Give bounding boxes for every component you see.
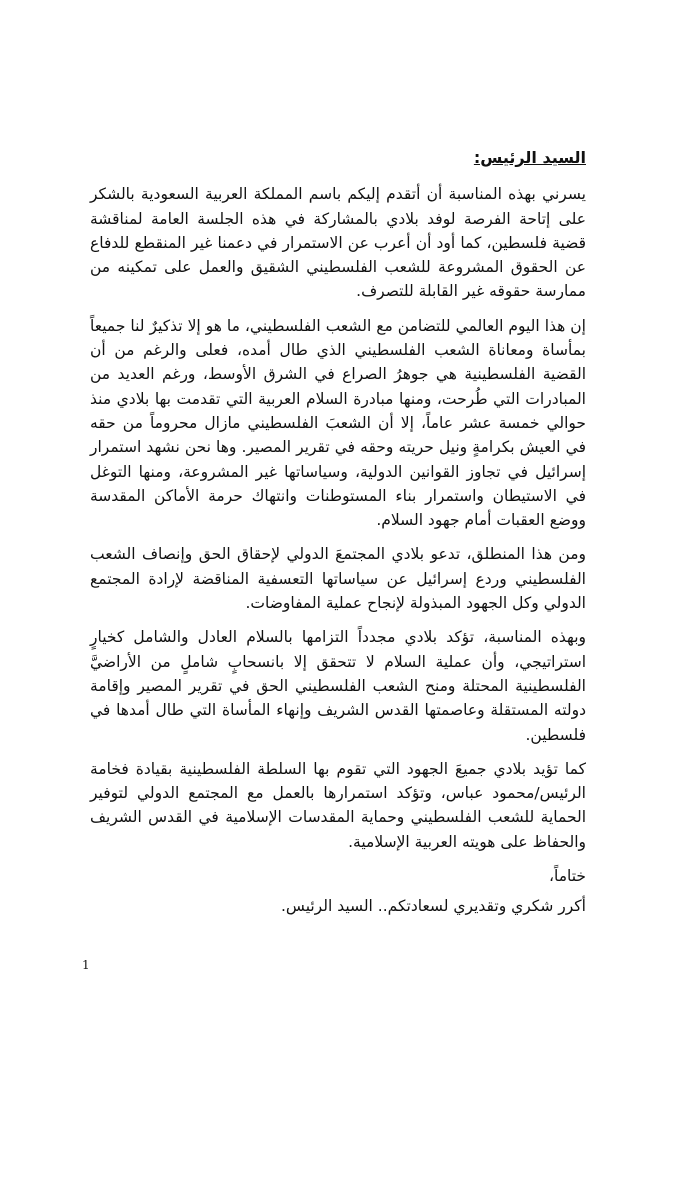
closing-thanks: أكرر شكري وتقديري لسعادتكم.. السيد الرئيس. [281, 897, 586, 916]
paragraph-peace-commitment: وبهذه المناسبة، تؤكد بلادي مجدداً التزامها بالسلام العادل والشامل كخيارٍ استراتيجي، وأن عملية السلام لا تتحقق إلا بانسحابٍ شاملٍ من الأراضيَّ الفلسطينية المحتلة ومنح الشعب الفلسطيني الحق في تقرير المصير وإقامة دولته المستقلة وعاصمتها القدس الشريف وإنهاء المأساة التي طال أمدها في فلسطين. [90, 628, 586, 744]
paragraph-solidarity-day: إن هذا اليوم العالمي للتضامن مع الشعب الفلسطيني، ما هو إلا تذكيرٌ لنا جميعاً بمأساة ومعاناة الشعب الفلسطيني الذي طال أمده، فعلى والرغم من أن القضية الفلسطينية هي جوهرُ الصراع في الشرق الأوسط، ورغم العديد من المبادرات التي طُرحت، ومنها مبادرة السلام العربية التي تقدمت بها بلادي منذ حوالي خمسة عشر عاماً، إلا أن الشعبَ الفلسطيني مازال محروماً من حقه في العيش بكرامةٍ ونيل حريته وحقه في تقرير المصير. وها نحن نشهد استمرار إسرائيل في تجاوز القوانين الدولية، وسياساتها غير المشروعة، ومنها التوغل في الاستيطان واستمرار بناء المستوطنات وانتهاك حرمة الأماكن المقدسة ووضع العقبات أمام جهود السلام. [90, 316, 586, 530]
page-number: 1 [82, 958, 90, 972]
paragraph-call-to-community: ومن هذا المنطلق، تدعو بلادي المجتمعَ الدولي لإحقاق الحق وإنصاف الشعب الفلسطيني وردع إسرائيل عن سياساتها التعسفية المناقضة لإرادة المجتمع الدولي وكل الجهود المبذولة لإنجاح عملية المفاوضات. [90, 545, 586, 613]
paragraph-support-authority: كما تؤيد بلادي جميعَ الجهود التي تقوم بها السلطة الفلسطينية بقيادة فخامة الرئيس/محمود عباس، وتؤكد استمرارها بالعمل مع المجتمع الدولي لتوفير الحماية للشعب الفلسطيني وحماية المقدسات الإسلامية في القدس الشريف والحفاظ على هويته العربية الإسلامية. [90, 759, 586, 851]
salutation-heading: السيد الرئيس: [473, 148, 586, 167]
closing-line: ختاماً، [548, 867, 586, 886]
speech-body [90, 146, 586, 925]
paragraph-thanks: يسرني بهذه المناسبة أن أتقدم إليكم باسم المملكة العربية السعودية بالشكر على إتاحة الفرصة لوفد بلادي بالمشاركة في هذه الجلسة العامة لمناقشة قضية فلسطين، كما أود أن أعرب عن الاستمرار في دعمنا غير المنقطع للدفاع عن الحقوق المشروعة للشعب الفلسطيني الشقيق والعمل على تمكينه من ممارسة حقوقه غير القابلة للتصرف. [90, 185, 586, 301]
